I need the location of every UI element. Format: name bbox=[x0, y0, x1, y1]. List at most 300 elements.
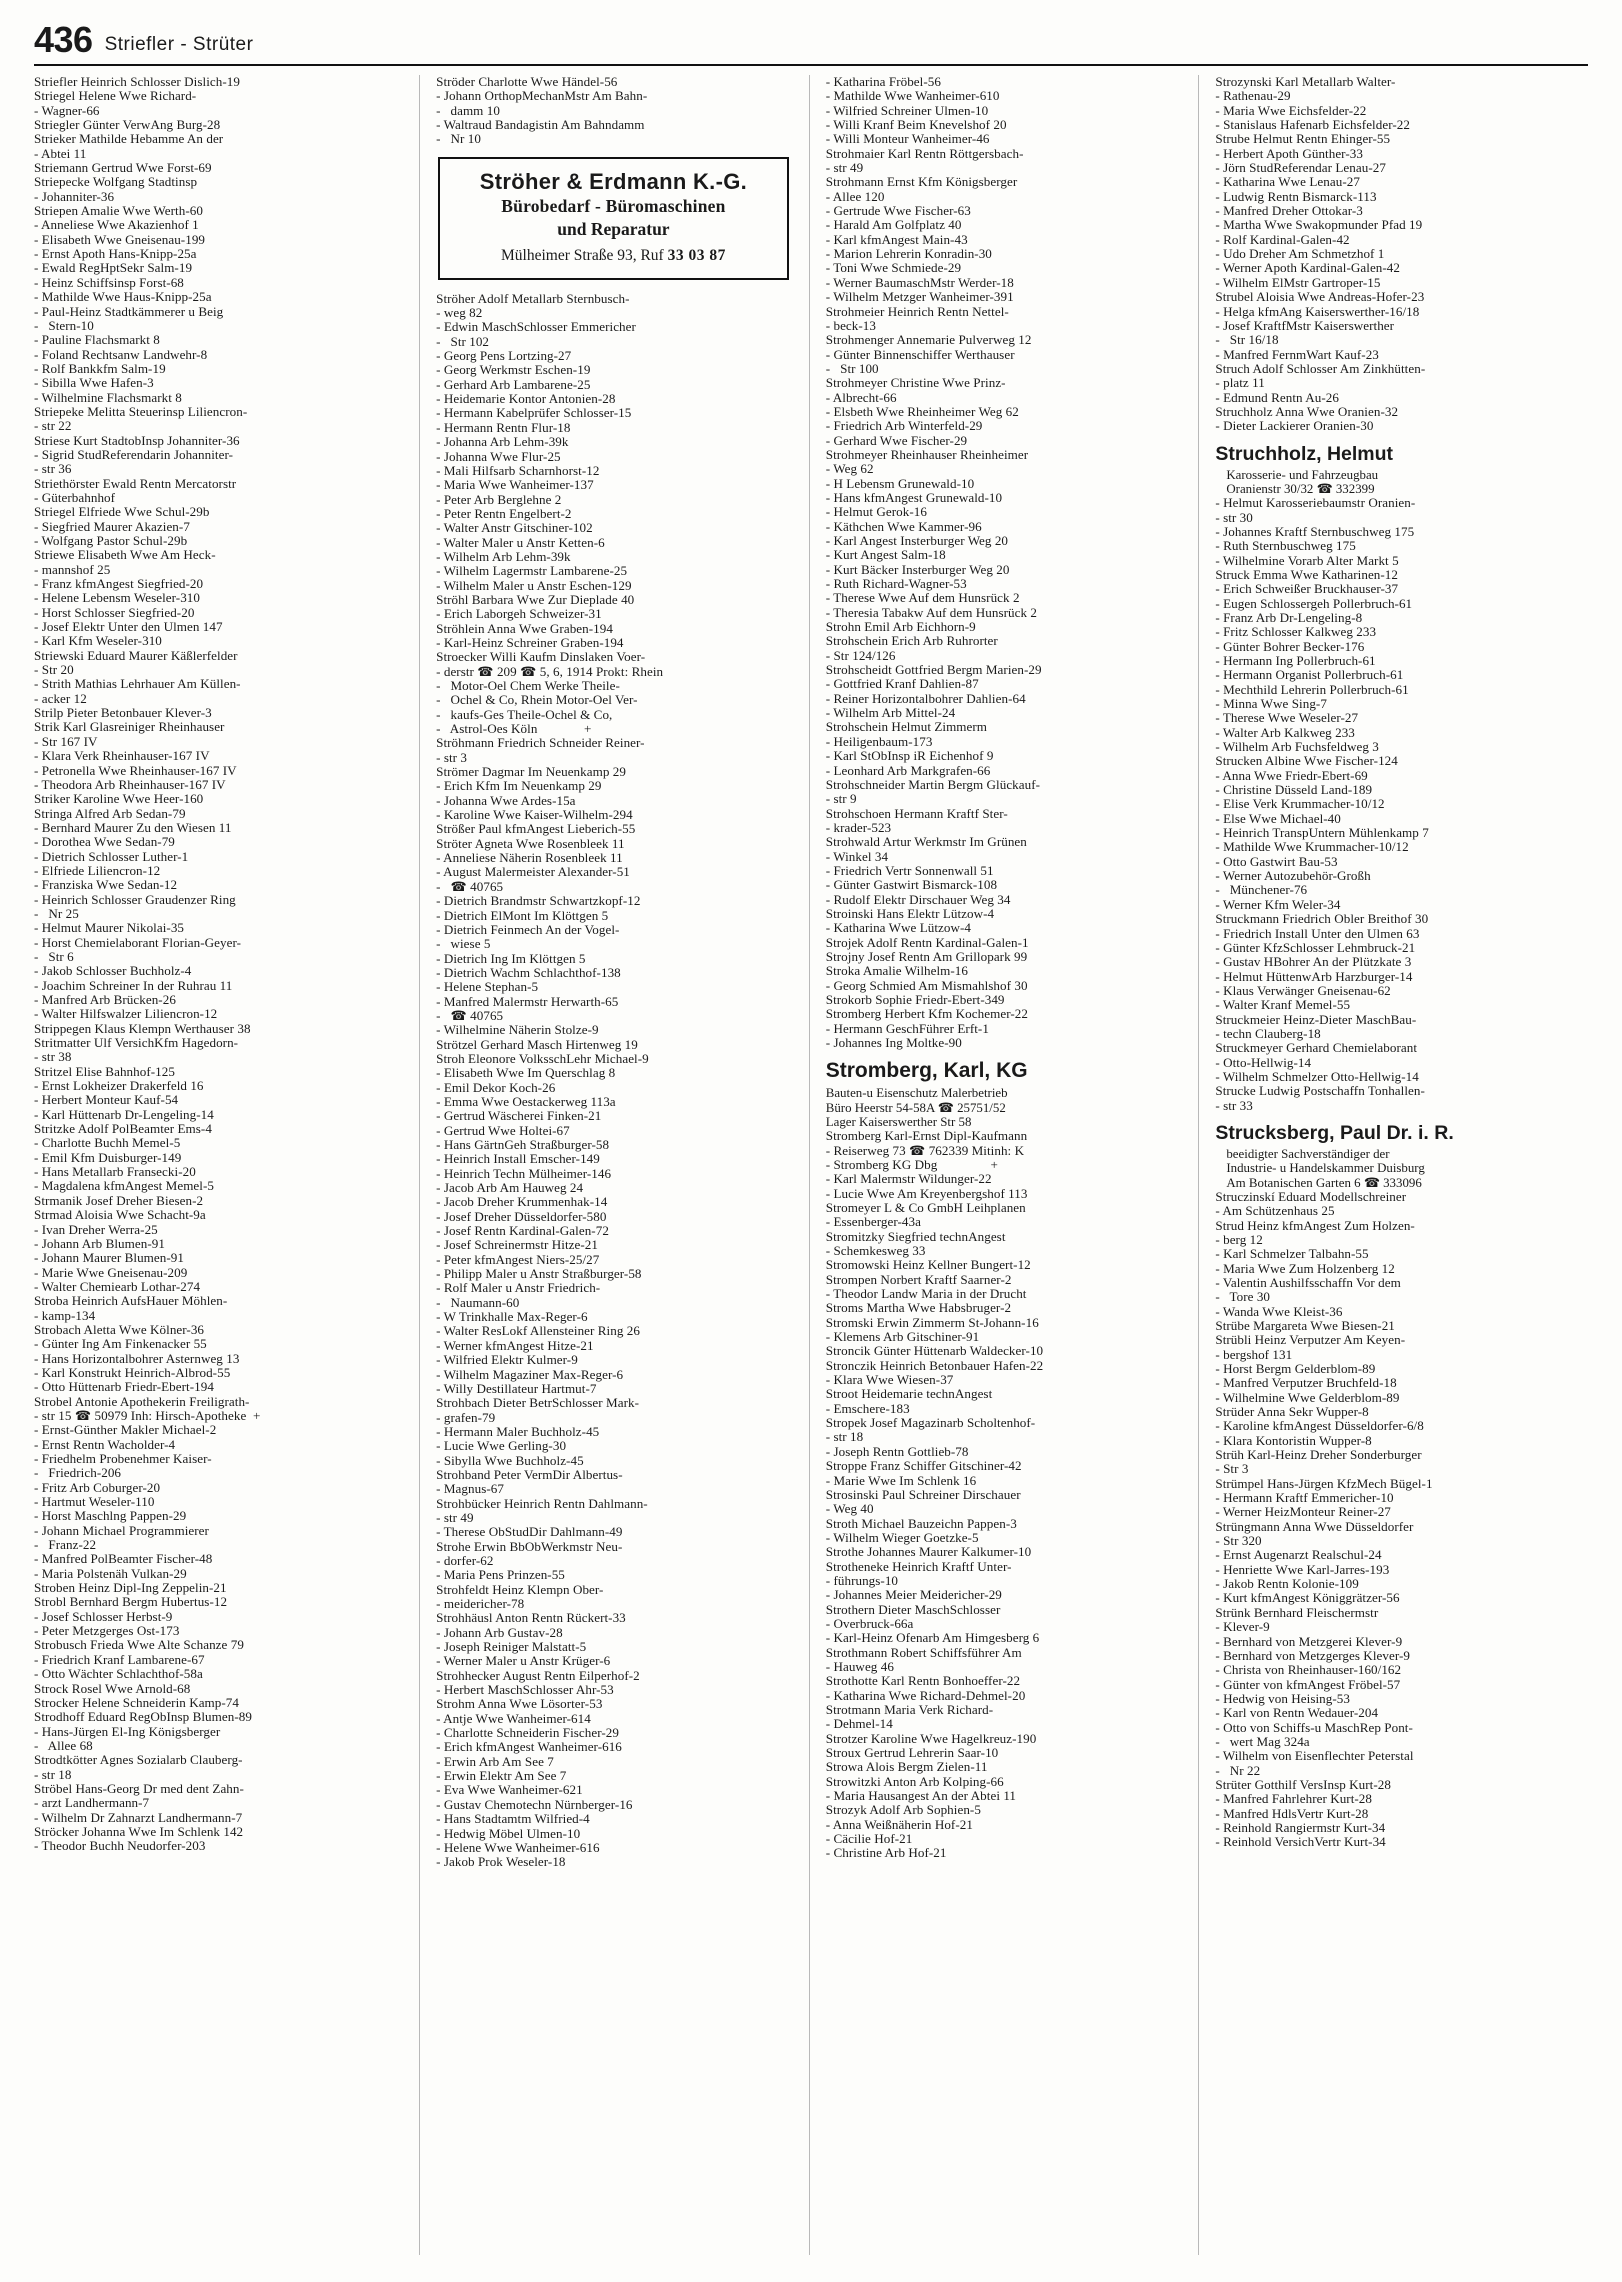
directory-entry: Strothern Dieter MaschSchlosser bbox=[825, 1601, 1001, 1617]
directory-entry: - str 33 bbox=[1215, 1097, 1253, 1113]
directory-entry: - Str 102 bbox=[436, 333, 490, 349]
directory-entry: - wert Mag 324a bbox=[1215, 1733, 1310, 1749]
directory-entry: - Str 3 bbox=[1215, 1461, 1249, 1477]
directory-entry: Strößer Paul kfmAngest Lieberich-55 bbox=[436, 821, 636, 837]
headword-details bbox=[1215, 468, 1570, 497]
directory-entry: Strohhäusl Anton Rentn Rückert-33 bbox=[436, 1610, 626, 1626]
directory-entry: - Dorothea Wwe Sedan-79 bbox=[34, 834, 175, 850]
directory-entry: - Gertrud Wäscherei Finken-21 bbox=[436, 1108, 602, 1124]
directory-entry: - Gertrude Wwe Fischer-63 bbox=[825, 203, 971, 219]
directory-entry: Stritzke Adolf PolBeamter Ems-4 bbox=[34, 1121, 212, 1137]
directory-entry: - ☎ 40765 bbox=[436, 878, 504, 894]
directory-entry: - Harald Am Golfplatz 40 bbox=[825, 217, 962, 233]
directory-entry: - Friedrich-206 bbox=[34, 1465, 122, 1481]
directory-entry: - Willi Monteur Wanheimer-46 bbox=[825, 131, 990, 147]
directory-entry: Strojek Adolf Rentn Kardinal-Galen-1 bbox=[825, 934, 1029, 950]
directory-entry: - platz 11 bbox=[1215, 375, 1265, 391]
directory-entry: Struck Emma Wwe Katharinen-12 bbox=[1215, 566, 1399, 582]
directory-entry: - Eugen Schlossergeh Pollerbruch-61 bbox=[1215, 595, 1413, 611]
directory-entry: - Katharina Wwe Richard-Dehmel-20 bbox=[825, 1687, 1026, 1703]
page-number: 436 bbox=[34, 19, 93, 60]
directory-entry: - Hermann Rentn Flur-18 bbox=[436, 419, 571, 435]
directory-entry: - Gustav Chemotechn Nürnberger-16 bbox=[436, 1796, 633, 1812]
directory-entry: - Werner HeizMonteur Reiner-27 bbox=[1215, 1504, 1391, 1520]
directory-entry: - Sibylla Wwe Buchholz-45 bbox=[436, 1452, 584, 1468]
directory-entry: - Therese Wwe Weseler-27 bbox=[1215, 710, 1359, 726]
directory-entry: Stritzel Elise Bahnhof-125 bbox=[34, 1063, 175, 1079]
directory-entry: - wiese 5 bbox=[436, 936, 491, 952]
directory-entry: - Peter Metzgerges Ost-173 bbox=[34, 1623, 180, 1639]
directory-entry: Stroecker Willi Kaufm Dinslaken Voer- bbox=[436, 649, 646, 665]
directory-entry: - Otto-Hellwig-14 bbox=[1215, 1054, 1312, 1070]
directory-entry: - Friedhelm Probenehmer Kaiser- bbox=[34, 1451, 212, 1466]
directory-entry: - Ernst Augenarzt Realschul-24 bbox=[1215, 1547, 1382, 1563]
directory-entry: - str 36 bbox=[34, 461, 72, 477]
directory-entry: Stromski Erwin Zimmerm St-Johann-16 bbox=[825, 1314, 1039, 1330]
directory-entry: Strothotte Karl Rentn Bonhoeffer-22 bbox=[825, 1673, 1021, 1689]
directory-entry: Strüter Gotthilf VersInsp Kurt-28 bbox=[1215, 1776, 1391, 1792]
directory-entry: Strümpel Hans-Jürgen KfzMech Bügel-1 bbox=[1215, 1475, 1433, 1491]
columns-container bbox=[34, 75, 1588, 2255]
directory-entry: Strucken Albine Wwe Fischer-124 bbox=[1215, 753, 1398, 769]
directory-entry: Stroncik Günter Hüttenarb Waldecker-10 bbox=[825, 1343, 1044, 1359]
directory-entry: Stroh Eleonore VolksschLehr Michael-9 bbox=[436, 1050, 649, 1066]
directory-entry: - Johann OrthopMechanMstr Am Bahn- bbox=[436, 88, 648, 104]
directory-entry: - beck-13 bbox=[825, 317, 876, 333]
directory-entry: Strojny Josef Rentn Am Grillopark 99 bbox=[825, 948, 1028, 964]
directory-entry: Strüngmann Anna Wwe Düsseldorfer bbox=[1215, 1518, 1414, 1534]
directory-entry: Strohmann Ernst Kfm Königsberger bbox=[825, 174, 1018, 190]
directory-entry: - Elise Verk Krummacher-10/12 bbox=[1215, 796, 1385, 812]
directory-entry: - Emil Dekor Koch-26 bbox=[436, 1079, 556, 1095]
directory-entry: - Klaus Verwänger Gneisenau-62 bbox=[1215, 982, 1391, 998]
directory-entry: - Dietrich Ing Im Klöttgen 5 bbox=[436, 950, 586, 966]
headword-detail-line: Lager Kaiserswerther Str 58 bbox=[825, 1114, 972, 1129]
directory-entry: Stromberg Herbert Kfm Kochemer-22 bbox=[825, 1006, 1028, 1022]
directory-entry: - Otto von Schiffs-u MaschRep Pont- bbox=[1215, 1719, 1413, 1735]
directory-entry: - Karoline kfmAngest Düsseldorfer-6/8 bbox=[1215, 1418, 1424, 1434]
directory-entry: Striewe Elisabeth Wwe Am Heck- bbox=[34, 547, 216, 563]
directory-entry: - Georg Werkmstr Eschen-19 bbox=[436, 362, 591, 378]
directory-entry: - Toni Wwe Schmiede-29 bbox=[825, 260, 962, 276]
directory-entry: Stromeyer L & Co GmbH Leihplanen bbox=[825, 1199, 1026, 1215]
directory-entry: - Bernhard von Metzgerges Klever-9 bbox=[1215, 1647, 1410, 1663]
entry-list-4 bbox=[1215, 496, 1570, 1113]
directory-entry: - Dehmel-14 bbox=[825, 1716, 893, 1732]
directory-entry: - Josef Schlosser Herbst-9 bbox=[34, 1608, 173, 1624]
directory-entry: - Philipp Maler u Anstr Straßburger-58 bbox=[436, 1266, 642, 1282]
directory-entry: - Johannes Kraftf Sternbuschweg 175 bbox=[1215, 523, 1415, 539]
headword-detail-line: Industrie- u Handelskammer Duisburg bbox=[1226, 1161, 1425, 1176]
directory-entry: - str 49 bbox=[825, 160, 864, 176]
directory-entry: Strieker Mathilde Hebamme An der bbox=[34, 131, 224, 147]
directory-entry: - Herbert Apoth Günther-33 bbox=[1215, 145, 1363, 161]
directory-entry: - Kurt Bäcker Insterburger Weg 20 bbox=[825, 561, 1010, 577]
directory-entry: - Reinhold Rangiermstr Kurt-34 bbox=[1215, 1819, 1386, 1835]
directory-entry: - Wilhelm Wieger Goetzke-5 bbox=[825, 1529, 979, 1545]
directory-entry: - Wilhelm Arb Fuchsfeldweg 3 bbox=[1215, 739, 1379, 755]
directory-entry: Strohmaier Karl Rentn Röttgersbach- bbox=[825, 145, 1024, 161]
directory-entry: - mannshof 25 bbox=[34, 561, 111, 577]
directory-entry: - Werner Maler u Anstr Krüger-6 bbox=[436, 1653, 611, 1669]
directory-entry: - Walter Maler u Anstr Ketten-6 bbox=[436, 534, 605, 550]
directory-entry: Strohbach Dieter BetrSchlosser Mark- bbox=[436, 1395, 639, 1411]
directory-entry: - Ernst-Günther Makler Michael-2 bbox=[34, 1422, 217, 1438]
directory-entry: - Heinrich Techn Mülheimer-146 bbox=[436, 1165, 612, 1181]
directory-entry: - Günter Ing Am Finkenacker 55 bbox=[34, 1336, 207, 1352]
directory-entry: - Jakob Prok Weseler-18 bbox=[436, 1854, 566, 1870]
directory-entry: - Rolf Kardinal-Galen-42 bbox=[1215, 231, 1350, 247]
directory-entry: - Wolfgang Pastor Schul-29b bbox=[34, 533, 188, 548]
directory-entry: - Heinrich Install Emscher-149 bbox=[436, 1151, 600, 1167]
directory-entry: - Johann Michael Programmierer bbox=[34, 1522, 209, 1538]
directory-entry: Strohmeier Heinrich Rentn Nettel- bbox=[825, 303, 1009, 319]
entry-list-1 bbox=[34, 75, 401, 1854]
directory-entry: - Charlotte Buchh Memel-5 bbox=[34, 1135, 181, 1151]
advert-address: Mülheimer Straße 93, Ruf bbox=[500, 246, 664, 264]
directory-entry: - Erich kfmAngest Wanheimer-616 bbox=[436, 1739, 622, 1755]
directory-entry: Striegler Günter VerwAng Burg-28 bbox=[34, 117, 221, 133]
directory-entry: - Christa von Rheinhauser-160/162 bbox=[1215, 1662, 1402, 1678]
directory-entry: - Theresia Tabakw Auf dem Hunsrück 2 bbox=[825, 604, 1038, 620]
directory-entry: - dorfer-62 bbox=[436, 1552, 494, 1568]
directory-entry: - Str 320 bbox=[1215, 1533, 1262, 1549]
directory-entry: Strocker Helene Schneiderin Kamp-74 bbox=[34, 1694, 239, 1710]
directory-entry: - Paul-Heinz Stadtkämmerer u Beig bbox=[34, 303, 224, 319]
directory-entry: - str 9 bbox=[825, 791, 857, 807]
directory-entry: Ströbel Hans-Georg Dr med dent Zahn- bbox=[34, 1780, 244, 1796]
directory-entry: - Reiserweg 73 ☎ 762339 Mitinh: K bbox=[825, 1142, 1025, 1158]
directory-entry: - Wagner-66 bbox=[34, 102, 100, 118]
directory-entry: - Erich Schweißer Bruckhauser-37 bbox=[1215, 581, 1399, 597]
directory-entry: - berg 12 bbox=[1215, 1231, 1263, 1247]
directory-entry: - Wilhelmine Vorarb Alter Markt 5 bbox=[1215, 552, 1399, 568]
directory-entry: - Lucie Wwe Gerling-30 bbox=[436, 1438, 567, 1454]
directory-entry: - Theodora Arb Rheinhauser-167 IV bbox=[34, 776, 226, 792]
directory-entry: Strokorb Sophie Friedr-Ebert-349 bbox=[825, 992, 1005, 1007]
directory-entry: Strodtkötter Agnes Sozialarb Clauberg- bbox=[34, 1752, 243, 1768]
directory-entry: - Hans Stadtamtm Wilfried-4 bbox=[436, 1811, 590, 1827]
directory-entry: - Walter Anstr Gitschiner-102 bbox=[436, 520, 593, 536]
directory-entry: - Jacob Arb Am Hauweg 24 bbox=[436, 1180, 584, 1196]
directory-entry: - Jakob Rentn Kolonie-109 bbox=[1215, 1576, 1359, 1592]
right-column-blocks bbox=[1215, 75, 1570, 1850]
directory-entry: - Werner Kfm Weler-34 bbox=[1215, 896, 1341, 912]
directory-entry: Stropek Josef Magazinarb Scholtenhof- bbox=[825, 1415, 1036, 1431]
directory-entry: - Emschere-183 bbox=[825, 1400, 910, 1416]
directory-entry: - acker 12 bbox=[34, 690, 87, 706]
directory-entry: - Antje Wwe Wanheimer-614 bbox=[436, 1710, 591, 1726]
directory-entry: - arzt Landhermann-7 bbox=[34, 1795, 150, 1811]
directory-entry: - damm 10 bbox=[436, 102, 500, 118]
directory-entry: - Wilhelm Arb Mittel-24 bbox=[825, 705, 956, 721]
directory-entry: Stroben Heinz Dipl-Ing Zeppelin-21 bbox=[34, 1580, 227, 1596]
directory-entry: Strohwald Artur Werkmstr Im Grünen bbox=[825, 834, 1027, 850]
directory-entry: - Helene Stephan-5 bbox=[436, 979, 539, 995]
directory-entry: - Erwin Elektr Am See 7 bbox=[436, 1768, 567, 1784]
directory-entry: - Karl Schmelzer Talbahn-55 bbox=[1215, 1246, 1369, 1262]
directory-entry: Striemann Gertrud Wwe Forst-69 bbox=[34, 160, 212, 176]
directory-entry: - Anna Weißnäherin Hof-21 bbox=[825, 1816, 973, 1832]
directory-entry: Strüh Karl-Heinz Dreher Sonderburger bbox=[1215, 1447, 1422, 1463]
directory-entry: - Magdalena kfmAngest Memel-5 bbox=[34, 1178, 214, 1194]
directory-entry: - Maria Polstenäh Vulkan-29 bbox=[34, 1565, 187, 1581]
directory-entry: - Werner kfmAngest Hitze-21 bbox=[436, 1337, 594, 1353]
directory-entry: Strobl Bernhard Bergm Hubertus-12 bbox=[34, 1594, 228, 1610]
directory-entry: - Str 100 bbox=[825, 360, 879, 376]
directory-entry: - Wilfried Schreiner Ulmen-10 bbox=[825, 102, 989, 118]
advertisement-box bbox=[438, 157, 789, 280]
directory-entry: - Anna Wwe Friedr-Ebert-69 bbox=[1215, 767, 1368, 783]
directory-entry: - Karl Malermstr Wildunger-22 bbox=[825, 1171, 992, 1187]
directory-entry: Striefler Heinrich Schlosser Dislich-19 bbox=[34, 74, 240, 89]
directory-entry: - Karl kfmAngest Main-43 bbox=[825, 231, 968, 247]
directory-entry: - Manfred Verputzer Bruchfeld-18 bbox=[1215, 1375, 1397, 1391]
directory-entry: - Rolf Maler u Anstr Friedrich- bbox=[436, 1280, 601, 1296]
directory-entry: - Karoline Wwe Kaiser-Wilhelm-294 bbox=[436, 807, 633, 823]
directory-entry: - Katharina Wwe Lützow-4 bbox=[825, 920, 972, 936]
directory-entry: - Hartmut Weseler-110 bbox=[34, 1494, 155, 1510]
entry-list-4 bbox=[1215, 75, 1570, 434]
directory-entry: Ströhl Barbara Wwe Zur Dieplade 40 bbox=[436, 591, 635, 607]
directory-entry: - Wilhelmine Wwe Gelderblom-89 bbox=[1215, 1389, 1400, 1405]
directory-entry: - Klemens Arb Gitschiner-91 bbox=[825, 1329, 980, 1345]
directory-entry: - Ewald RegHptSekr Salm-19 bbox=[34, 260, 193, 276]
directory-entry: - Günter Bohrer Becker-176 bbox=[1215, 638, 1365, 654]
directory-entry: - Wanda Wwe Kleist-36 bbox=[1215, 1303, 1343, 1319]
page-range-label: Striefler - Strüter bbox=[104, 34, 254, 55]
directory-entry: - meidericher-78 bbox=[436, 1596, 525, 1611]
directory-entry: Strömer Dagmar Im Neuenkamp 29 bbox=[436, 764, 626, 780]
directory-entry: - Josef Elektr Unter den Ulmen 147 bbox=[34, 619, 223, 635]
column-3 bbox=[809, 75, 1199, 2255]
directory-entry: - Walter Kranf Memel-55 bbox=[1215, 997, 1351, 1013]
directory-entry: Stroot Heidemarie technAngest bbox=[825, 1386, 993, 1402]
directory-entry: Struch Adolf Schlosser Am Zinkhütten- bbox=[1215, 360, 1426, 376]
directory-entry: - Johann Arb Gustav-28 bbox=[436, 1624, 563, 1640]
directory-entry: - Maria Wwe Zum Holzenberg 12 bbox=[1215, 1260, 1395, 1276]
directory-entry: - Edwin MaschSchlosser Emmericher bbox=[436, 319, 636, 335]
directory-entry: - grafen-79 bbox=[436, 1409, 496, 1425]
directory-entry: Stroth Michael Bauzeichn Pappen-3 bbox=[825, 1515, 1017, 1531]
directory-entry: Strohn Emil Arb Eichhorn-9 bbox=[825, 619, 976, 635]
directory-entry: - Klara Verk Rheinhauser-167 IV bbox=[34, 748, 210, 764]
directory-entry: - Horst Chemielaborant Florian-Geyer- bbox=[34, 934, 242, 950]
directory-entry: - Petronella Wwe Rheinhauser-167 IV bbox=[34, 762, 237, 778]
directory-entry: Strohmeyer Rheinhauser Rheinheimer bbox=[825, 446, 1029, 462]
directory-entry: - Rathenau-29 bbox=[1215, 88, 1291, 104]
directory-entry: - August Malermeister Alexander-51 bbox=[436, 864, 630, 880]
directory-entry: - Emma Wwe Oestackerweg 113a bbox=[436, 1093, 616, 1109]
directory-entry: - Helmut Karosseriebaumstr Oranien- bbox=[1215, 495, 1416, 511]
directory-entry: - Wilhelm Magaziner Max-Reger-6 bbox=[436, 1366, 624, 1382]
directory-entry: Strubel Aloisia Wwe Andreas-Hofer-23 bbox=[1215, 289, 1425, 305]
directory-entry: - Walter Chemiearb Lothar-274 bbox=[34, 1278, 201, 1294]
directory-entry: - führungs-10 bbox=[825, 1572, 899, 1588]
directory-entry: Strübe Margareta Wwe Biesen-21 bbox=[1215, 1317, 1395, 1333]
directory-entry: - Karl-Heinz Ofenarb Am Himgesberg 6 bbox=[825, 1630, 1040, 1646]
directory-entry: - Gertrud Wwe Holtei-67 bbox=[436, 1122, 570, 1138]
directory-entry: - Dietrich Feinmech An der Vogel- bbox=[436, 921, 620, 937]
headword-detail-line: Büro Heerstr 54-58A ☎ 25751/52 bbox=[825, 1100, 1006, 1115]
directory-entry: - Am Schützenhaus 25 bbox=[1215, 1203, 1335, 1219]
directory-entry: Strock Rosel Wwe Arnold-68 bbox=[34, 1680, 191, 1696]
directory-entry: Strohfeldt Heinz Klempn Ober- bbox=[436, 1581, 604, 1597]
directory-entry: - Heinz Schiffsinsp Forst-68 bbox=[34, 274, 184, 290]
directory-entry: - W Trinkhalle Max-Reger-6 bbox=[436, 1309, 588, 1325]
directory-entry: - Nr 25 bbox=[34, 905, 79, 921]
directory-entry: Strozyk Adolf Arb Sophien-5 bbox=[825, 1802, 981, 1818]
directory-entry: - Güterbahnhof bbox=[34, 489, 116, 505]
directory-entry: - Heinrich Schlosser Graudenzer Ring bbox=[34, 891, 236, 907]
directory-entry: - Werner BaumaschMstr Werder-18 bbox=[825, 274, 1014, 290]
directory-entry: - Otto Wächter Schlachthof-58a bbox=[34, 1666, 203, 1682]
directory-entry: - Lucie Wwe Am Kreyenbergshof 113 bbox=[825, 1185, 1028, 1201]
directory-entry: - Hans-Jürgen El-Ing Königsberger bbox=[34, 1723, 221, 1739]
directory-entry: - Gustav HBohrer An der Plützkate 3 bbox=[1215, 954, 1412, 970]
directory-entry: - str 30 bbox=[1215, 509, 1253, 525]
directory-entry: Strosinski Paul Schreiner Dirschauer bbox=[825, 1486, 1021, 1502]
directory-entry: - Willy Destillateur Hartmut-7 bbox=[436, 1380, 597, 1396]
directory-entry: - Friedrich Vertr Sonnenwall 51 bbox=[825, 862, 994, 878]
directory-entry: - kamp-134 bbox=[34, 1307, 96, 1323]
headword-stromberg-details bbox=[826, 1086, 1181, 1129]
directory-entry: - Johanniter-36 bbox=[34, 188, 115, 204]
directory-entry: Striepecke Wolfgang Stadtinsp bbox=[34, 174, 198, 190]
directory-entry: - Charlotte Schneiderin Fischer-29 bbox=[436, 1725, 619, 1741]
directory-entry: - Fritz Schlosser Kalkweg 233 bbox=[1215, 624, 1377, 640]
directory-entry: - Leonhard Arb Markgrafen-66 bbox=[825, 762, 991, 778]
directory-entry: - Str 167 IV bbox=[34, 733, 98, 749]
directory-entry: - Wilhelm Arb Lehm-39k bbox=[436, 548, 571, 564]
directory-entry: - Anneliese Näherin Rosenbleek 11 bbox=[436, 850, 623, 866]
directory-entry: Strohschneider Martin Bergm Glückauf- bbox=[825, 776, 1041, 792]
directory-entry: - Wilhelm Dr Zahnarzt Landhermann-7 bbox=[34, 1809, 243, 1825]
directory-entry: - Ochel & Co, Rhein Motor-Oel Ver- bbox=[436, 692, 638, 708]
directory-entry: - Karl Hüttenarb Dr-Lengeling-14 bbox=[34, 1106, 214, 1122]
directory-entry: - Stromberg KG Dbg + bbox=[825, 1156, 998, 1172]
directory-entry: - Elisabeth Wwe Im Querschlag 8 bbox=[436, 1065, 616, 1081]
directory-entry: - Ruth Sternbuschweg 175 bbox=[1215, 538, 1356, 554]
directory-entry: Strohm Anna Wwe Lösorter-53 bbox=[436, 1696, 603, 1712]
directory-entry: - Sibilla Wwe Hafen-3 bbox=[34, 375, 154, 391]
directory-entry: Stroux Gertrud Lehrerin Saar-10 bbox=[825, 1745, 999, 1761]
directory-entry: - Manfred Malermstr Herwarth-65 bbox=[436, 993, 619, 1009]
directory-entry: - Nr 10 bbox=[436, 131, 481, 147]
directory-entry: - Josef Rentn Kardinal-Galen-72 bbox=[436, 1223, 609, 1239]
directory-entry: Strik Karl Glasreiniger Rheinhauser bbox=[34, 719, 225, 735]
directory-entry: Strmad Aloisia Wwe Schacht-9a bbox=[34, 1207, 206, 1223]
advert-line-2: Bürobedarf - Büromaschinen bbox=[501, 195, 726, 216]
page-header bbox=[34, 19, 1588, 62]
directory-entry: - Käthchen Wwe Kammer-96 bbox=[825, 518, 982, 534]
directory-entry: - derstr ☎ 209 ☎ 5, 6, 1914 Prokt: Rhein bbox=[436, 663, 664, 679]
directory-entry: - Hermann Organist Pollerbruch-61 bbox=[1215, 667, 1404, 683]
directory-entry: Ströhmann Friedrich Schneider Reiner- bbox=[436, 735, 645, 751]
directory-entry: - Franz-22 bbox=[34, 1537, 97, 1553]
directory-entry: - Karl Kfm Weseler-310 bbox=[34, 633, 162, 649]
directory-entry: - Marion Lehrerin Konradin-30 bbox=[825, 246, 992, 262]
directory-entry: - Jacob Dreher Krummenhak-14 bbox=[436, 1194, 608, 1210]
directory-entry: - Reiner Horizontalbohrer Dahlien-64 bbox=[825, 690, 1026, 706]
directory-entry: - Emil Kfm Duisburger-149 bbox=[34, 1149, 182, 1165]
directory-entry: - weg 82 bbox=[436, 305, 483, 321]
directory-entry: - Hedwig von Heising-53 bbox=[1215, 1690, 1350, 1706]
directory-entry: - Hermann Ing Pollerbruch-61 bbox=[1215, 652, 1376, 668]
directory-entry: - Anneliese Wwe Akazienhof 1 bbox=[34, 217, 199, 233]
directory-entry: Strohe Erwin BbObWerkmstr Neu- bbox=[436, 1538, 623, 1554]
directory-entry: - Mechthild Lehrerin Pollerbruch-61 bbox=[1215, 681, 1409, 697]
directory-entry: - Günter Gastwirt Bismarck-108 bbox=[825, 877, 998, 893]
directory-entry: - Münchener-76 bbox=[1215, 882, 1308, 898]
directory-entry: Strüder Anna Sekr Wupper-8 bbox=[1215, 1404, 1369, 1420]
directory-entry: Strobusch Frieda Wwe Alte Schanze 79 bbox=[34, 1637, 244, 1653]
directory-entry: Strud Heinz kfmAngest Zum Holzen- bbox=[1215, 1217, 1415, 1233]
directory-entry: - Erwin Arb Am See 7 bbox=[436, 1753, 554, 1769]
directory-entry: Struckmeier Heinz-Dieter MaschBau- bbox=[1215, 1011, 1417, 1027]
directory-entry: Strotheneke Heinrich Kraftf Unter- bbox=[825, 1558, 1012, 1574]
directory-entry: - Helene Wwe Wanheimer-616 bbox=[436, 1839, 600, 1855]
directory-entry: - Waltraud Bandagistin Am Bahndamm bbox=[436, 117, 645, 133]
directory-entry: - Heinrich TranspUntern Mühlenkamp 7 bbox=[1215, 825, 1429, 841]
directory-entry: - str 38 bbox=[34, 1049, 72, 1065]
directory-entry: - Ernst Rentn Wacholder-4 bbox=[34, 1436, 176, 1452]
directory-entry: Struchholz Anna Wwe Oranien-32 bbox=[1215, 403, 1399, 419]
directory-entry: - Friedrich Kranf Lambarene-67 bbox=[34, 1651, 205, 1667]
directory-entry: - Franz kfmAngest Siegfried-20 bbox=[34, 576, 204, 592]
directory-entry: Stroinski Hans Elektr Lützow-4 bbox=[825, 905, 995, 921]
directory-entry: Striker Karoline Wwe Heer-160 bbox=[34, 791, 204, 807]
directory-entry: - Klara Wwe Wiesen-37 bbox=[825, 1372, 954, 1388]
directory-entry: - Wilhelm Metzger Wanheimer-391 bbox=[825, 289, 1014, 305]
directory-entry: - Georg Schmied Am Mismahlshof 30 bbox=[825, 977, 1028, 993]
directory-entry: Ströher Adolf Metallarb Sternbusch- bbox=[436, 290, 630, 306]
directory-entry: - Hans Horizontalbohrer Asternweg 13 bbox=[34, 1350, 240, 1366]
directory-entry: - Wilhelm von Eisenflechter Peterstal bbox=[1215, 1748, 1414, 1764]
directory-entry: - Astrol-Oes Köln + bbox=[436, 721, 592, 737]
directory-entry: Strobach Aletta Wwe Kölner-36 bbox=[34, 1321, 205, 1337]
column-1 bbox=[34, 75, 419, 2255]
directory-entry: Strothe Johannes Maurer Kalkumer-10 bbox=[825, 1544, 1032, 1560]
directory-entry: - Helmut Gerok-16 bbox=[825, 504, 927, 520]
directory-entry: - Heidemarie Kontor Antonien-28 bbox=[436, 391, 616, 407]
directory-entry: - krader-523 bbox=[825, 819, 892, 835]
directory-entry: Striepeke Melitta Steuerinsp Liliencron- bbox=[34, 403, 248, 419]
entry-list-2b bbox=[436, 292, 791, 1870]
directory-entry: Strohband Peter VermDir Albertus- bbox=[436, 1466, 623, 1482]
directory-entry: - Henriette Wwe Karl-Jarres-193 bbox=[1215, 1561, 1390, 1577]
directory-entry: - Josef Schreinermstr Hitze-21 bbox=[436, 1237, 598, 1253]
directory-entry: - Ludwig Rentn Bismarck-113 bbox=[1215, 188, 1377, 204]
directory-entry: Strohmeyer Christine Wwe Prinz- bbox=[825, 375, 1006, 391]
directory-entry: - Wilhelm Maler u Anstr Eschen-129 bbox=[436, 577, 632, 593]
directory-entry: - Mali Hilfsarb Scharnhorst-12 bbox=[436, 462, 600, 478]
directory-entry: - Gottfried Kranf Dahlien-87 bbox=[825, 676, 979, 692]
directory-entry: - Otto Hüttenarb Friedr-Ebert-194 bbox=[34, 1379, 214, 1395]
directory-entry: - Siegfried Maurer Akazien-7 bbox=[34, 518, 190, 534]
directory-entry: Strilp Pieter Betonbauer Klever-3 bbox=[34, 705, 212, 721]
directory-entry: - techn Clauberg-18 bbox=[1215, 1025, 1321, 1041]
directory-entry: - Joseph Rentn Gottlieb-78 bbox=[825, 1443, 969, 1459]
directory-entry: - Manfred Dreher Ottokar-3 bbox=[1215, 203, 1363, 219]
directory-entry: - Hans GärtnGeh Straßburger-58 bbox=[436, 1137, 610, 1152]
headword-detail-line: Karosserie- und Fahrzeugbau bbox=[1226, 467, 1379, 482]
directory-entry: - Schemkesweg 33 bbox=[825, 1243, 926, 1259]
directory-entry: - Weg 40 bbox=[825, 1501, 874, 1517]
directory-entry: Stroka Amalie Wilhelm-16 bbox=[825, 963, 968, 979]
directory-entry: - str 15 ☎ 50979 Inh: Hirsch-Apotheke + bbox=[34, 1407, 261, 1423]
directory-entry: - Peter Rentn Engelbert-2 bbox=[436, 505, 572, 521]
